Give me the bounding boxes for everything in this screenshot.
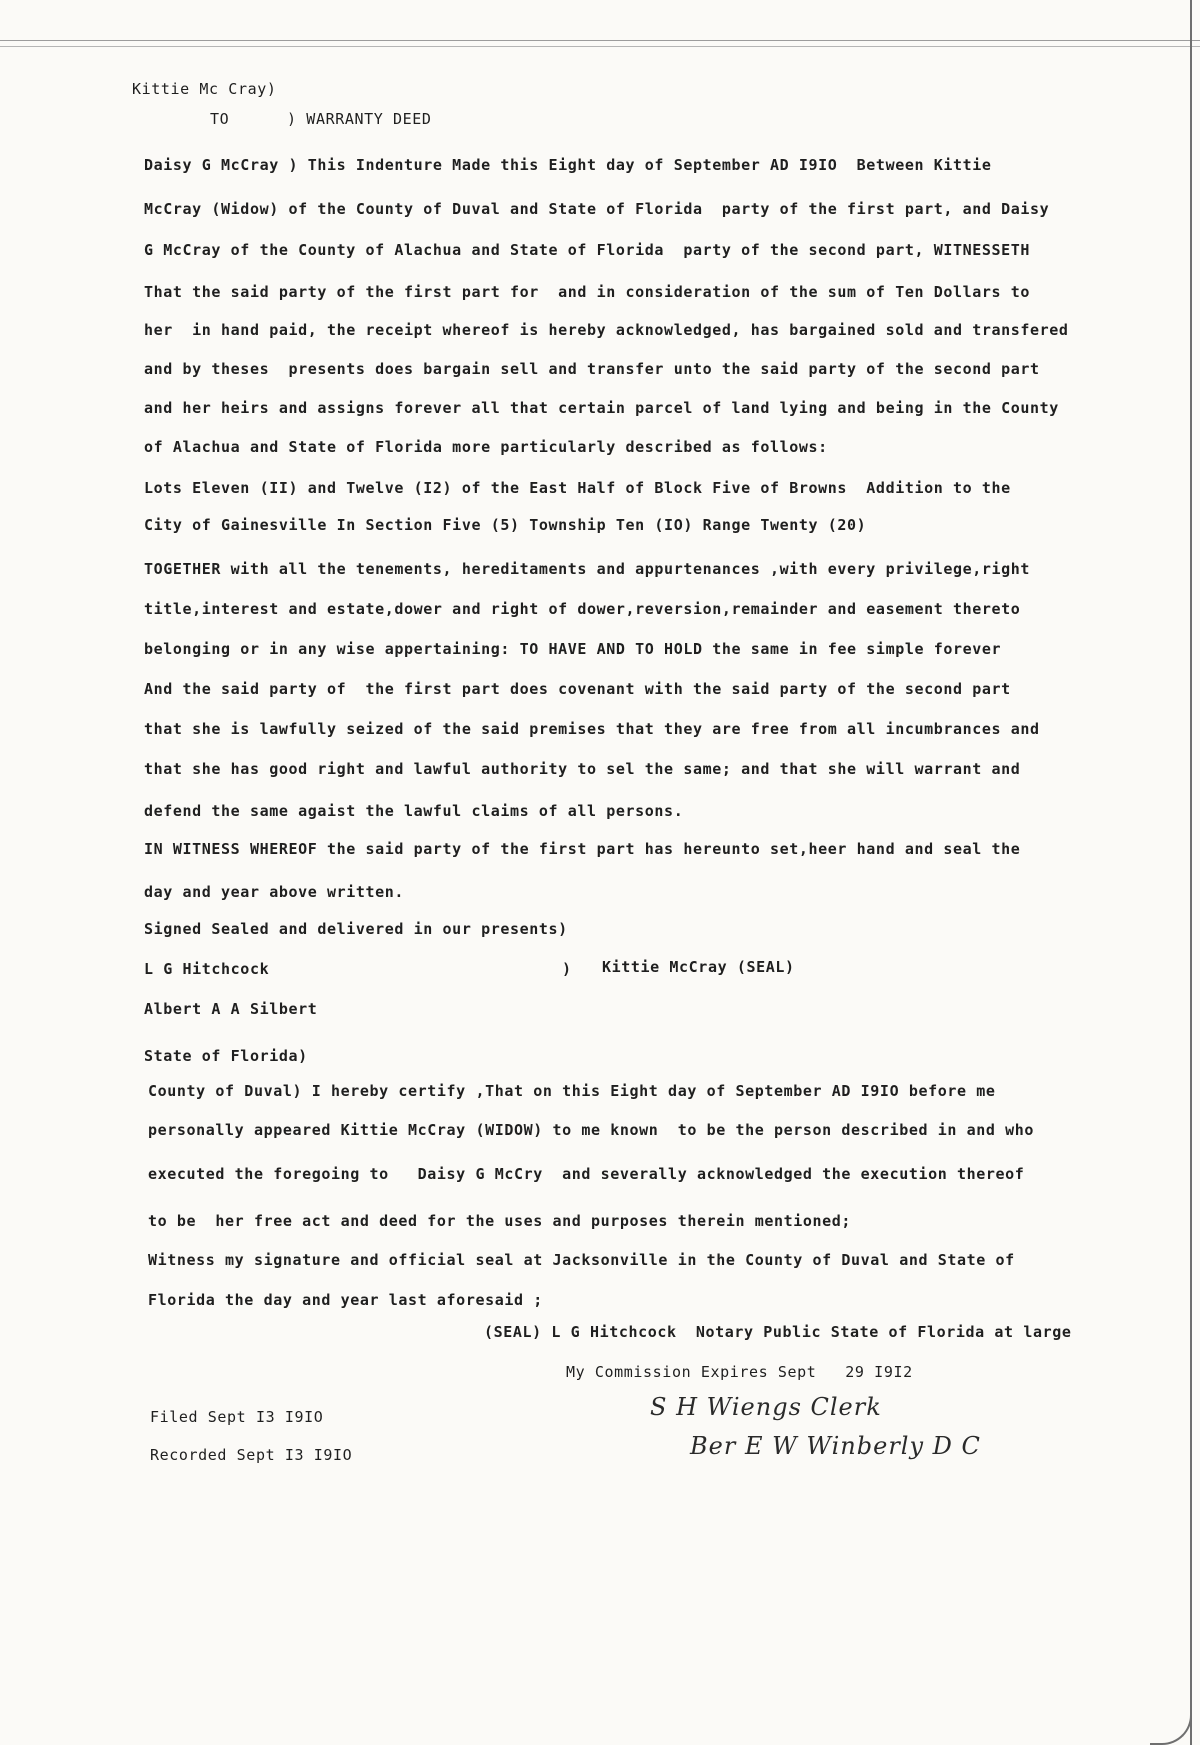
witness-clause-line: IN WITNESS WHEREOF the said party of the first part has hereunto set,heer hand and seal the — [144, 840, 1021, 858]
body-line: McCray (Widow) of the County of Duval and State of Florida party of the first part, and Daisy — [144, 200, 1050, 218]
acknowledgment-line: executed the foregoing to Daisy G McCry and severally acknowledged the execution thereof — [148, 1165, 1025, 1183]
body-line: of Alachua and State of Florida more particularly described as follows: — [144, 438, 828, 456]
acknowledgment-line: Florida the day and year last aforesaid ; — [148, 1291, 543, 1309]
witness-clause-line: day and year above written. — [144, 883, 405, 901]
body-line: and her heirs and assigns forever all that certain parcel of land lying and being in the County — [144, 399, 1059, 417]
commission-expiry: My Commission Expires Sept 29 I9I2 — [566, 1363, 913, 1381]
body-line: and by theses presents does bargain sell and transfer unto the said party of the second part — [144, 360, 1040, 378]
grantor-signature: Kittie McCray (SEAL) — [602, 958, 795, 976]
witness-1-name: L G Hitchcock — [144, 960, 270, 978]
page-corner — [1150, 1703, 1192, 1745]
notary-line: (SEAL) L G Hitchcock Notary Public State of Florida at large — [484, 1323, 1072, 1341]
property-description-line: City of Gainesville In Section Five (5) Township Ten (IO) Range Twenty (20) — [144, 516, 867, 534]
top-rule — [0, 40, 1200, 41]
witness-2-name: Albert A A Silbert — [144, 1000, 318, 1018]
body-line: belonging or in any wise appertaining: TO HAVE AND TO HOLD the same in fee simple forever — [144, 640, 1002, 658]
body-line: defend the same agaist the lawful claims of all persons. — [144, 802, 684, 820]
acknowledgment-line: County of Duval) I hereby certify ,That on this Eight day of September AD I9IO before me — [148, 1082, 996, 1100]
property-description-line: Lots Eleven (II) and Twelve (I2) of the East Half of Block Five of Browns Addition to the — [144, 479, 1011, 497]
body-line: And the said party of the first part does covenant with the said party of the second part — [144, 680, 1011, 698]
top-rule-secondary — [0, 46, 1200, 47]
body-line: that she has good right and lawful authority to sel the same; and that she will warrant and — [144, 760, 1021, 778]
venue-state: State of Florida) — [144, 1047, 308, 1065]
deputy-clerk-signature: Ber E W Winberly D C — [690, 1432, 981, 1460]
warranty-deed-caption: TO ) WARRANTY DEED — [210, 110, 432, 128]
body-line: her in hand paid, the receipt whereof is hereby acknowledged, has bargained sold and transfered — [144, 321, 1069, 339]
recorded-date: Recorded Sept I3 I9IO — [150, 1446, 353, 1464]
page-edge — [1190, 0, 1192, 1745]
acknowledgment-line: Witness my signature and official seal at Jacksonville in the County of Duval and State of — [148, 1251, 1015, 1269]
signature-bracket: ) — [562, 960, 572, 978]
acknowledgment-line: personally appeared Kittie McCray (WIDOW) to me known to be the person described in and who — [148, 1121, 1035, 1139]
body-line: G McCray of the County of Alachua and State of Florida party of the second part, WITNESSETH — [144, 241, 1031, 259]
body-line: That the said party of the first part for and in consideration of the sum of Ten Dollars to — [144, 283, 1031, 301]
grantor-caption: Kittie Mc Cray) — [132, 80, 277, 98]
acknowledgment-line: to be her free act and deed for the uses and purposes therein mentioned; — [148, 1212, 852, 1230]
body-line: title,interest and estate,dower and right of dower,reversion,remainder and easement thereto — [144, 600, 1021, 618]
signed-sealed-line: Signed Sealed and delivered in our presents) — [144, 920, 568, 938]
clerk-signature: S H Wiengs Clerk — [650, 1393, 882, 1421]
body-line: TOGETHER with all the tenements, hereditaments and appurtenances ,with every privilege,right — [144, 560, 1031, 578]
body-line: that she is lawfully seized of the said premises that they are free from all incumbrances and — [144, 720, 1040, 738]
filed-date: Filed Sept I3 I9IO — [150, 1408, 324, 1426]
body-line: Daisy G McCray ) This Indenture Made this Eight day of September AD I9IO Between Kittie — [144, 156, 992, 174]
